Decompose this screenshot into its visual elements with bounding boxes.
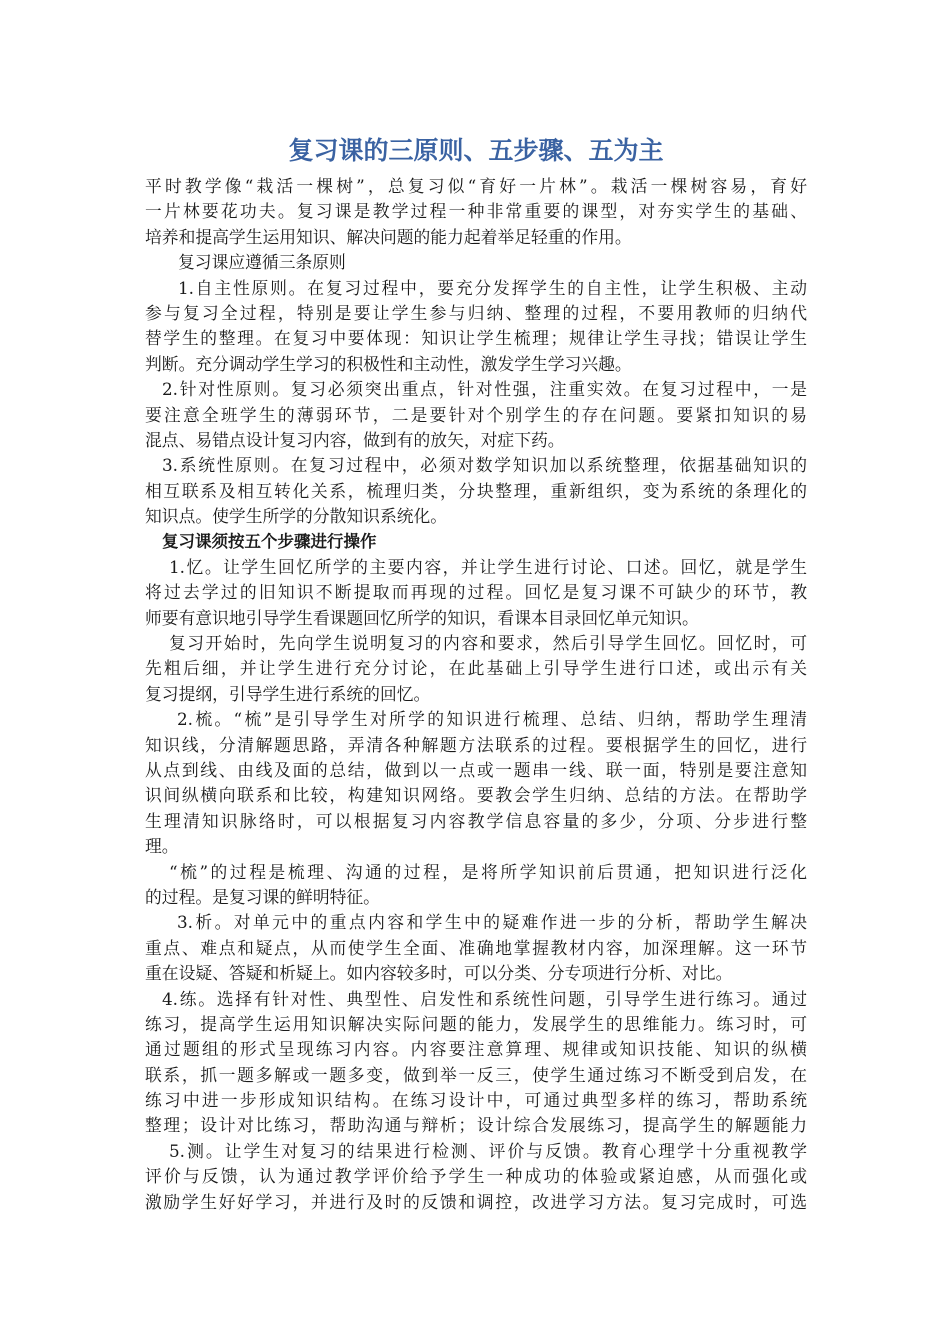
text-line: 复习课应遵循三条原则 (178, 252, 346, 273)
text-line: 将过去学过的旧知识不断提取而再现的过程。回忆是复习课不可缺少的环节，教 (145, 582, 807, 603)
text-line: 重点、难点和疑点，从而使学生全面、准确地掌握教材内容，加深理解。这一环节 (145, 937, 807, 958)
text-line: 复习开始时，先向学生说明复习的内容和要求，然后引导学生回忆。回忆时，可 (169, 633, 807, 654)
text-line: 3.系统性原则。在复习过程中，必须对数学知识加以系统整理，依据基础知识的 (162, 455, 807, 476)
text-line: 判断。充分调动学生学习的积极性和主动性，激发学生学习兴趣。 (145, 353, 632, 374)
document-title: 复习课的三原则、五步骤、五为主 (288, 136, 664, 165)
document-body (145, 174, 807, 1215)
text-line: 2.梳。“梳”是引导学生对所学的知识进行梳理、总结、归纳，帮助学生理清 (177, 709, 807, 730)
text-line: 平时教学像“栽活一棵树”，总复习似“育好一片林”。栽活一棵树容易，育好 (145, 176, 807, 196)
text-line: 练习，提高学生运用知识解决实际问题的能力，发展学生的思维能力。练习时，可 (145, 1013, 807, 1034)
text-line: 从点到线、由线及面的总结，做到以一点或一题串一线、联一面，特别是要注意知 (145, 759, 807, 780)
text-line: 1.忆。让学生回忆所学的主要内容，并让学生进行讨论、口述。回忆，就是学生 (169, 556, 807, 577)
text-line: 先粗后细，并让学生进行充分讨论，在此基础上引导学生进行口述，或出示有关 (145, 658, 807, 679)
text-line: 联系，抓一题多解或一题多变，做到举一反三，使学生通过练习不断受到启发，在 (145, 1064, 807, 1085)
text-line: 3.析。对单元中的重点内容和学生中的疑难作进一步的分析，帮助学生解决 (177, 912, 807, 933)
text-line: 的过程。是复习课的鲜明特征。 (145, 886, 380, 907)
text-line: 复习提纲，引导学生进行系统的回忆。 (145, 683, 431, 704)
text-line: 1.自主性原则。在复习过程中，要充分发挥学生的自主性，让学生积极、主动 (178, 277, 807, 298)
text-line: 一片林要花功夫。复习课是教学过程一种非常重要的课型，对夯实学生的基础、 (145, 201, 807, 222)
text-line: 通过题组的形式呈现练习内容。内容要注意算理、规律或知识技能、知识的纵横 (145, 1039, 807, 1060)
text-line: “梳”的过程是梳理、沟通的过程，是将所学知识前后贯通，把知识进行泛化 (169, 861, 807, 882)
text-line: 评价与反馈，认为通过教学评价给予学生一种成功的体验或紧迫感，从而强化或 (145, 1166, 807, 1187)
text-line: 2.针对性原则。复习必须突出重点，针对性强，注重实效。在复习过程中，一是 (162, 379, 807, 400)
text-line: 生理清知识脉络时，可以根据复习内容教学信息容量的多少，分项、分步进行整 (145, 810, 807, 831)
section-heading: 复习课须按五个步骤进行操作 (162, 532, 377, 552)
text-line: 知识线，分清解题思路，弄清各种解题方法联系的过程。要根据学生的回忆，进行 (145, 734, 807, 755)
text-line: 替学生的整理。在复习中要体现：知识让学生梳理；规律让学生寻找；错误让学生 (145, 328, 807, 349)
text-line: 相互联系及相互转化关系，梳理归类，分块整理，重新组织，变为系统的条理化的 (145, 480, 807, 501)
text-line: 4.练。选择有针对性、典型性、启发性和系统性问题，引导学生进行练习。通过 (162, 988, 807, 1009)
text-line: 参与复习全过程，特别是要让学生参与归纳、整理的过程，不要用教师的归纳代 (145, 302, 807, 323)
text-line: 理。 (145, 836, 179, 857)
text-line: 要注意全班学生的薄弱环节，二是要针对个别学生的存在问题。要紧扣知识的易 (145, 404, 807, 425)
text-line: 师要有意识地引导学生看课题回忆所学的知识，看课本目录回忆单元知识。 (145, 607, 699, 628)
text-line: 识间纵横向联系和比较，构建知识网络。要教会学生归纳、总结的方法。在帮助学 (145, 785, 807, 806)
text-line: 整理；设计对比练习，帮助沟通与辩析；设计综合发展练习，提高学生的解题能力 (145, 1115, 807, 1136)
text-line: 练习中进一步形成知识结构。在练习设计中，可通过典型多样的练习，帮助系统 (145, 1090, 807, 1111)
text-line: 5.测。让学生对复习的结果进行检测、评价与反馈。教育心理学十分重视教学 (169, 1140, 807, 1161)
text-line: 重在设疑、答疑和析疑上。如内容较多时，可以分类、分专项进行分析、对比。 (145, 963, 733, 984)
text-line: 培养和提高学生运用知识、解决问题的能力起着举足轻重的作用。 (145, 226, 632, 247)
text-line: 激励学生好好学习，并进行及时的反馈和调控，改进学习方法。复习完成时，可选 (145, 1191, 807, 1212)
text-line: 混点、易错点设计复习内容，做到有的放矢，对症下药。 (145, 429, 565, 450)
text-line: 知识点。使学生所学的分散知识系统化。 (145, 506, 448, 527)
